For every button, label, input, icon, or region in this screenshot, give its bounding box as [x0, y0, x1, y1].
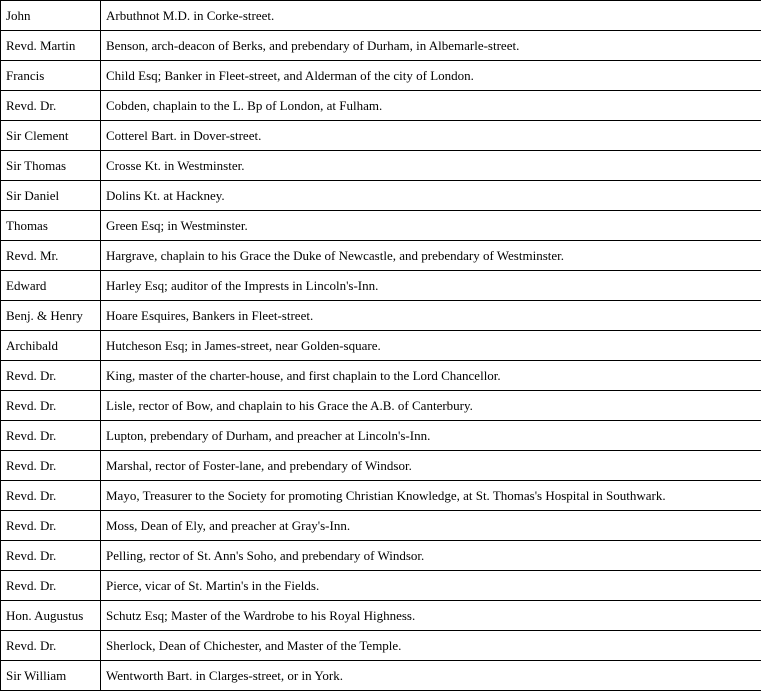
- subscriber-table-body: [1, 1, 761, 691]
- name-cell: Revd. Martin: [1, 31, 101, 61]
- table-row: [1, 211, 761, 241]
- detail-cell: Hoare Esquires, Bankers in Fleet-street.: [101, 301, 761, 331]
- name-cell: Hon. Augustus: [1, 601, 101, 631]
- detail-cell: Lupton, prebendary of Durham, and preacher at Lincoln's-Inn.: [101, 421, 761, 451]
- table-row: [1, 391, 761, 421]
- detail-cell: Mayo, Treasurer to the Society for promoting Christian Knowledge, at St. Thomas's Hospital in Southwark.: [101, 481, 761, 511]
- detail-cell: Pierce, vicar of St. Martin's in the Fields.: [101, 571, 761, 601]
- table-row: [1, 121, 761, 151]
- table-row: [1, 661, 761, 691]
- table-row: [1, 511, 761, 541]
- table-row: [1, 361, 761, 391]
- table-row: [1, 571, 761, 601]
- detail-cell: Green Esq; in Westminster.: [101, 211, 761, 241]
- detail-cell: Cotterel Bart. in Dover-street.: [101, 121, 761, 151]
- name-cell: Revd. Mr.: [1, 241, 101, 271]
- name-cell: Sir Daniel: [1, 181, 101, 211]
- detail-cell: Benson, arch-deacon of Berks, and prebendary of Durham, in Albemarle-street.: [101, 31, 761, 61]
- table-row: [1, 541, 761, 571]
- table-row: [1, 151, 761, 181]
- detail-cell: Lisle, rector of Bow, and chaplain to his Grace the A.B. of Canterbury.: [101, 391, 761, 421]
- table-row: [1, 91, 761, 121]
- detail-cell: Dolins Kt. at Hackney.: [101, 181, 761, 211]
- name-cell: Francis: [1, 61, 101, 91]
- table-row: [1, 241, 761, 271]
- detail-cell: Child Esq; Banker in Fleet-street, and Alderman of the city of London.: [101, 61, 761, 91]
- detail-cell: Arbuthnot M.D. in Corke-street.: [101, 1, 761, 31]
- detail-cell: Cobden, chaplain to the L. Bp of London, at Fulham.: [101, 91, 761, 121]
- detail-cell: Marshal, rector of Foster-lane, and prebendary of Windsor.: [101, 451, 761, 481]
- name-cell: Edward: [1, 271, 101, 301]
- name-cell: Revd. Dr.: [1, 571, 101, 601]
- table-row: [1, 301, 761, 331]
- name-cell: Thomas: [1, 211, 101, 241]
- detail-cell: Hutcheson Esq; in James-street, near Golden-square.: [101, 331, 761, 361]
- table-row: [1, 331, 761, 361]
- detail-cell: Pelling, rector of St. Ann's Soho, and prebendary of Windsor.: [101, 541, 761, 571]
- table-row: [1, 601, 761, 631]
- name-cell: Revd. Dr.: [1, 391, 101, 421]
- table-row: [1, 1, 761, 31]
- name-cell: Sir Clement: [1, 121, 101, 151]
- detail-cell: Moss, Dean of Ely, and preacher at Gray's-Inn.: [101, 511, 761, 541]
- name-cell: Revd. Dr.: [1, 91, 101, 121]
- detail-cell: Crosse Kt. in Westminster.: [101, 151, 761, 181]
- name-cell: Revd. Dr.: [1, 511, 101, 541]
- name-cell: Revd. Dr.: [1, 451, 101, 481]
- table-row: [1, 181, 761, 211]
- name-cell: John: [1, 1, 101, 31]
- name-cell: Revd. Dr.: [1, 361, 101, 391]
- name-cell: Sir William: [1, 661, 101, 691]
- table-row: [1, 61, 761, 91]
- name-cell: Archibald: [1, 331, 101, 361]
- name-cell: Revd. Dr.: [1, 631, 101, 661]
- table-row: [1, 421, 761, 451]
- table-row: [1, 271, 761, 301]
- detail-cell: Hargrave, chaplain to his Grace the Duke of Newcastle, and prebendary of Westminster.: [101, 241, 761, 271]
- name-cell: Revd. Dr.: [1, 541, 101, 571]
- table-row: [1, 451, 761, 481]
- table-row: [1, 631, 761, 661]
- detail-cell: Harley Esq; auditor of the Imprests in Lincoln's-Inn.: [101, 271, 761, 301]
- detail-cell: Wentworth Bart. in Clarges-street, or in York.: [101, 661, 761, 691]
- name-cell: Benj. & Henry: [1, 301, 101, 331]
- detail-cell: Sherlock, Dean of Chichester, and Master of the Temple.: [101, 631, 761, 661]
- table-row: [1, 31, 761, 61]
- detail-cell: Schutz Esq; Master of the Wardrobe to his Royal Highness.: [101, 601, 761, 631]
- table-row: [1, 481, 761, 511]
- name-cell: Revd. Dr.: [1, 481, 101, 511]
- detail-cell: King, master of the charter-house, and first chaplain to the Lord Chancellor.: [101, 361, 761, 391]
- name-cell: Sir Thomas: [1, 151, 101, 181]
- name-cell: Revd. Dr.: [1, 421, 101, 451]
